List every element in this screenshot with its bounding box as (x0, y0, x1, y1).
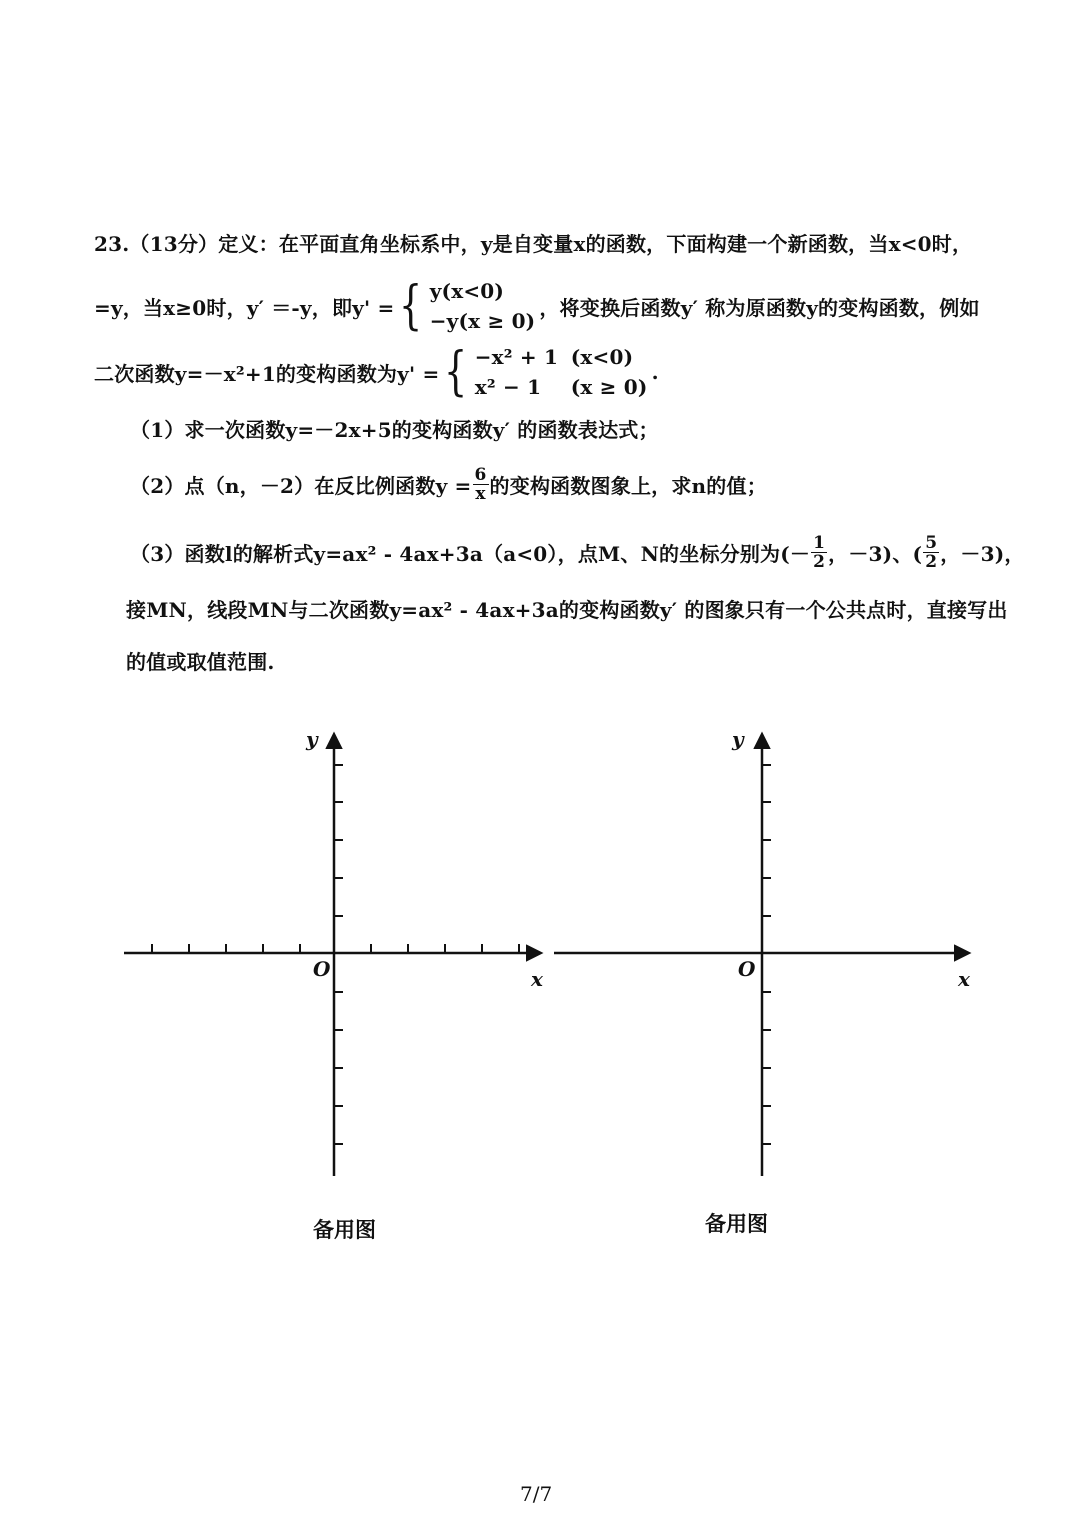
example-case-2-expr: x² − 1 (474, 375, 542, 399)
graph-2-caption: 备用图 (705, 1212, 768, 1236)
example-case-1-cond: (x<0) (570, 345, 634, 369)
question-2 (130, 466, 767, 503)
x-axis-label: x (958, 967, 970, 991)
problem-line-1: 23.（13分）定义：在平面直角坐标系中，y是自变量x的函数，下面构建一个新函数，当x<0时， (94, 232, 973, 256)
y-axis-ticks (334, 765, 343, 1144)
piecewise-definition (430, 276, 536, 336)
piecewise-example (475, 342, 648, 402)
left-brace-icon: { (444, 342, 468, 402)
example-case-1-expr: −x² + 1 (474, 345, 559, 369)
question-3 (130, 534, 1025, 571)
question-1: （1）求一次函数y=－2x+5的变构函数y′ 的函数表达式； (130, 418, 659, 442)
fraction-denominator: 2 (813, 552, 826, 572)
example-case-2-cond: (x ≥ 0) (570, 375, 648, 399)
graph-1-caption: 备用图 (313, 1218, 376, 1242)
line2-suffix: ，将变换后函数y′ 称为原函数y的变构函数，例如 (539, 295, 980, 320)
origin-label: O (313, 957, 331, 981)
fraction-numerator: 5 (925, 533, 938, 553)
origin-label: O (738, 957, 756, 981)
q3-mid: ，－3)、( (828, 542, 923, 566)
q3-prefix: （3）函数l的解析式y=ax² - 4ax+3a（a<0），点M、N的坐标分别为(－ (130, 542, 811, 566)
q3-end: ，－3)， (940, 542, 1025, 566)
line3-prefix: 二次函数y=－x²+1的变构函数为y' = (94, 361, 440, 386)
fraction-one-half (811, 534, 827, 571)
problem-line-2 (94, 276, 980, 336)
y-axis-label: y (306, 727, 318, 751)
question-3-line-2: 接MN，线段MN与二次函数y=ax² - 4ax+3a的变构函数y′ 的图象只有一个公共点时，直接写出 (126, 598, 1008, 622)
piecewise-case-2: −y(x ≥ 0) (429, 309, 536, 333)
q2-prefix: （2）点（n，－2）在反比例函数y = (130, 474, 472, 498)
coordinate-grid-2 (554, 727, 971, 1176)
problem-line-3 (94, 342, 659, 402)
line2-prefix: =y，当x≥0时，y′ ＝-y，即y' = (94, 295, 395, 320)
y-axis-ticks (762, 765, 771, 1144)
fraction-denominator: x (475, 484, 486, 504)
question-3-line-3: 的值或取值范围. (126, 650, 275, 674)
q2-suffix: 的变构函数图象上，求n的值； (489, 474, 767, 498)
x-axis-label: x (531, 967, 543, 991)
x-axis-ticks (152, 944, 519, 953)
fraction-numerator: 1 (813, 533, 826, 553)
fraction-five-halves (923, 534, 939, 571)
piecewise-case-1: y(x<0) (429, 279, 505, 303)
y-axis-label: y (732, 727, 744, 751)
line3-suffix: . (651, 360, 659, 384)
fraction-numerator: 6 (474, 465, 487, 485)
coordinate-grid-1 (124, 727, 544, 1176)
fraction-6-over-x (473, 466, 489, 503)
left-brace-icon: { (399, 276, 423, 336)
page-number: 7/7 (520, 1482, 553, 1506)
fraction-denominator: 2 (925, 552, 938, 572)
